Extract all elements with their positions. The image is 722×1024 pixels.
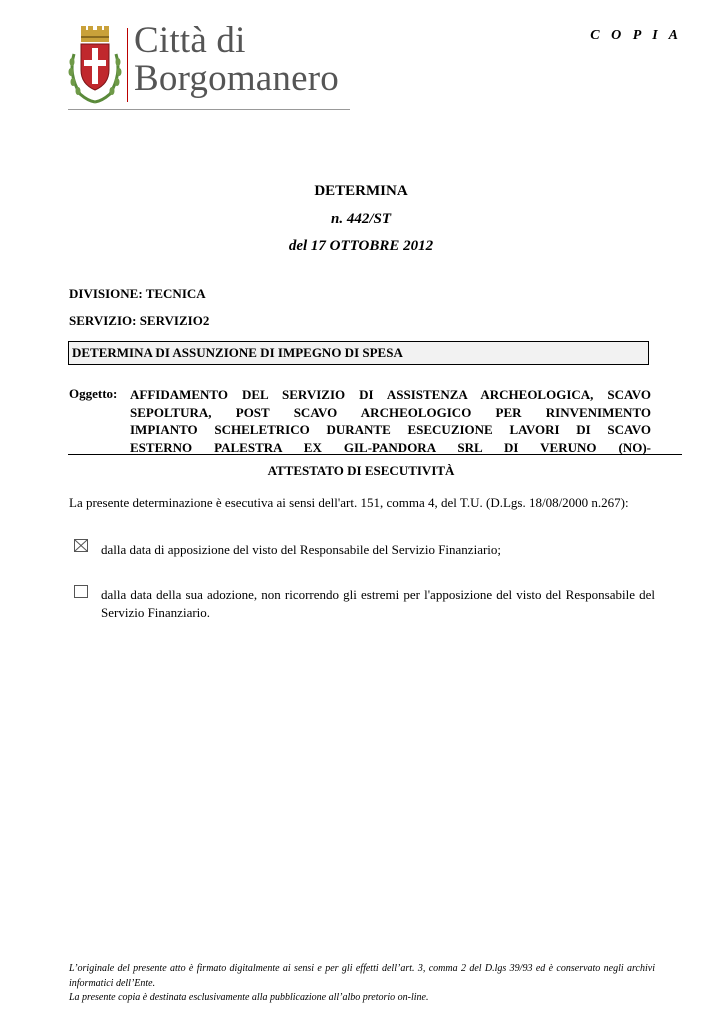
attestation-heading: ATTESTATO DI ESECUTIVITÀ bbox=[267, 463, 455, 478]
subject-line: AFFIDAMENTO DEL SERVIZIO DI ASSISTENZA ARCHEOLOGICA, SCAVO bbox=[130, 387, 651, 402]
logo-divider bbox=[127, 28, 128, 102]
attestation-intro: La presente determinazione è esecutiva ai sensi dell'art. 151, comma 4, del T.U. (D.Lgs. 18/08/2000 n.267): bbox=[69, 495, 629, 510]
subject-line: SEPOLTURA, POST SCAVO ARCHEOLOGICO PER RINVENIMENTO bbox=[130, 404, 651, 420]
logo-line-2: Borgomanero bbox=[134, 58, 339, 99]
city-logo bbox=[66, 22, 352, 112]
logo-wordmark bbox=[134, 22, 339, 98]
determination-type-box: DETERMINA DI ASSUNZIONE DI IMPEGNO DI SPESA bbox=[68, 341, 649, 365]
footer-line-1: L’originale del presente atto è firmato digitalmente ai sensi e per gli effetti dell’art. 3, comma 2 del D.lgs 39/93 ed è conservato negli archivi informatici dell’Ente. bbox=[69, 963, 655, 989]
subject-line: IMPIANTO SCHELETRICO DURANTE ESECUZIONE LAVORI DI SCAVO bbox=[130, 422, 651, 437]
division-label: DIVISIONE: TECNICA bbox=[69, 286, 206, 301]
copy-mark: C O P I A bbox=[590, 28, 682, 43]
subject-text bbox=[130, 386, 651, 456]
checked-box-icon bbox=[74, 539, 88, 552]
city-crest-icon bbox=[66, 24, 124, 104]
unchecked-box-icon bbox=[74, 585, 88, 598]
document-date: del 17 OTTOBRE 2012 bbox=[288, 238, 434, 254]
footer-line-2: La presente copia è destinata esclusivamente alla pubblicazione all’albo pretorio on-line. bbox=[69, 992, 429, 1003]
footer-note bbox=[69, 962, 655, 1006]
option-financial-visa: dalla data di apposizione del visto del Responsabile del Servizio Finanziario; bbox=[101, 542, 502, 557]
document-heading: DETERMINA bbox=[314, 183, 408, 199]
service-label: SERVIZIO: SERVIZIO2 bbox=[69, 313, 210, 328]
logo-line-1: Città di bbox=[134, 20, 246, 61]
subject-label: Oggetto: bbox=[69, 386, 118, 401]
logo-underline bbox=[68, 109, 350, 110]
option-adoption-date: dalla data della sua adozione, non ricorrendo gli estremi per l'apposizione del visto del Responsabile del Servizio Finanziario. bbox=[101, 587, 655, 620]
document-number: n. 442/ST bbox=[330, 211, 391, 227]
section-divider bbox=[68, 454, 682, 455]
subject-line: ESTERNO PALESTRA EX GIL-PANDORA SRL DI VERUNO (NO)- bbox=[130, 439, 651, 455]
